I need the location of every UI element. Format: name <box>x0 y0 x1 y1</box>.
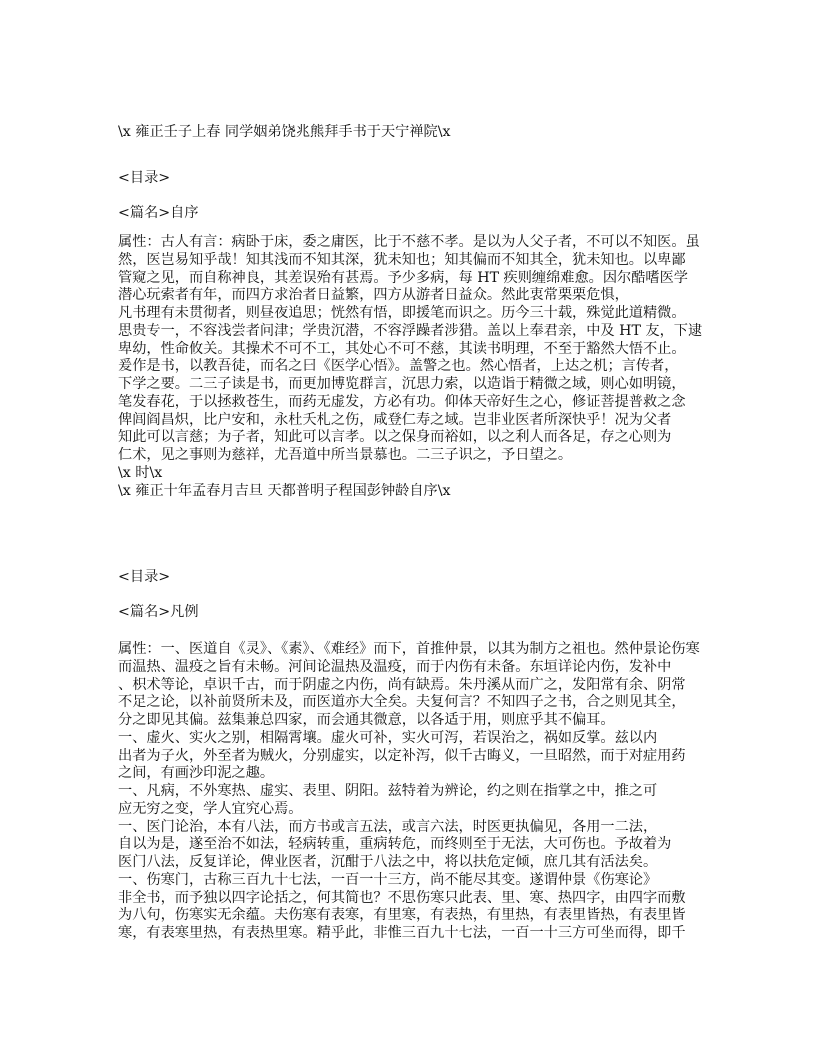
text-line: \x 雍正十年孟春月吉旦 天都普明子程国彭钟龄自序\x <box>118 482 451 499</box>
text-line: 一、虚火、实火之别，相隔霄壤。虚火可补，实火可泻，若误治之，祸如反掌。兹以内 <box>118 729 658 746</box>
text-line: 之间，有画沙印泥之趣。 <box>118 765 275 782</box>
text-line: 寒，有表寒里热，有表热里寒。精乎此，非惟三百九十七法，一百一十三方可坐而得，即千 <box>118 925 686 941</box>
text-line: 管窥之见，而自称神良，其差误殆有甚焉。予少多病，每 HT 疾则缠绵难愈。因尔酷嗜医学 <box>118 269 688 286</box>
text-line: 分之即见其偏。兹集兼总四家，而会通其微意，以各适于用，则庶乎其不偏耳。 <box>118 712 615 728</box>
text-line: 凡书理有未贯彻者，则昼夜追思；恍然有悟，即援笔而识之。历今三十载，殊觉此道精微。 <box>118 305 686 321</box>
text-line: 知此可以言慈；为子者，知此可以言孝。以之保身而裕如，以之利人而各足，存之心则为 <box>118 429 672 446</box>
text-line: 自以为是，遂至治不如法，轻病转重，重病转危，而终则至于无法，大可伤也。予故着为 <box>118 836 672 853</box>
text-line: 一、凡病，不外寒热、虚实、表里、阴阳。兹特着为辨论，约之则在指掌之中，推之可 <box>118 783 658 799</box>
text-line: 属性：一、医道自《灵》、《素》、《难经》而下，首推仲景，以其为制方之祖也。然仲景论伤寒 <box>118 641 700 657</box>
text-line: 一、伤寒门，古称三百九十七法，一百一十三方，尚不能尽其变。遂谓仲景《伤寒论》 <box>118 871 658 888</box>
text-line: 笔发春花，于以拯救苍生，而药无虚发，方必有功。仰体天帝好生之心，修证菩提普救之念 <box>118 393 686 410</box>
text-line: 潜心玩索者有年，而四方求治者日益繁，四方从游者日益众。然此衷常栗栗危惧， <box>118 287 629 304</box>
text-line: 卑幼，性命攸关。其操术不可不工，其处心不可不慈，其读书明理，不至于豁然大悟不止。 <box>118 340 686 357</box>
text-line: 不足之论，以补前贤所未及，而医道亦大全矣。夫复何言？不知四子之书，合之则见其全， <box>118 694 686 711</box>
text-line: 出者为子火，外至者为贼火，分别虚实，以定补泻，似千古晦义，一旦昭然，而于对症用药 <box>118 747 686 764</box>
header-line: \x 雍正壬子上春 同学姻弟饶兆熊拜手书于天宁禅院\x <box>118 124 451 140</box>
text-line: 非全书，而予独以四字论括之，何其简也？不思伤寒只此表、里、寒、热四字，由四字而敷 <box>118 889 686 906</box>
text-line: \x 时\x <box>118 464 163 481</box>
section-body <box>118 234 702 500</box>
text-line: 一、医门论治，本有八法，而方书或言五法，或言六法，时医更执偏见，各用一二法， <box>118 818 658 835</box>
chapter-title: <篇名>自序 <box>118 205 199 221</box>
text-line: 然，医岂易知乎哉！知其浅而不知其深，犹未知也；知其偏而不知其全，犹未知也。以卑鄙 <box>118 251 686 268</box>
text-line: 应无穷之变，学人宜究心焉。 <box>118 800 303 817</box>
text-line: 为八句，伤寒实无余蕴。夫伤寒有表寒，有里寒，有表热，有里热，有表里皆热，有表里皆 <box>118 907 686 924</box>
text-line: 、枳术等论，卓识千古，而于阴虚之内伤，尚有缺焉。朱丹溪从而广之，发阳常有余、阴常 <box>118 676 686 693</box>
toc-heading: <目录> <box>118 569 171 585</box>
chapter-title: <篇名>凡例 <box>118 604 199 620</box>
section-body <box>118 641 700 943</box>
text-line: 俾闾阎昌炽，比户安和，永杜夭札之伤，咸登仁寿之域。岂非业医者所深快乎！况为父者 <box>118 411 672 428</box>
text-line: 属性：古人有言：病卧于床，委之庸医，比于不慈不孝。是以为人父子者，不可以不知医。虽 <box>118 234 700 250</box>
text-line: 仁术，见之事则为慈祥，尤吾道中所当景慕也。二三子识之，予日望之。 <box>118 447 573 463</box>
text-line: 而温热、温疫之旨有未畅。河间论温热及温疫，而于内伤有未备。东垣详论内伤，发补中 <box>118 658 672 675</box>
toc-heading: <目录> <box>118 170 171 186</box>
text-line: 下学之要。二三子读是书，而更加博览群言，沉思力索，以造诣于精微之域，则心如明镜， <box>118 376 686 392</box>
text-line: 医门八法，反复详论，俾业医者，沉酣于八法之中，将以扶危定倾，庶几其有活法矣。 <box>118 854 658 870</box>
text-line: 爰作是书，以教吾徒，而名之曰《医学心悟》。盖警之也。然心悟者，上达之机；言传者， <box>118 358 679 375</box>
text-line: 思贵专一，不容浅尝者问津；学贵沉潜，不容浮躁者涉猎。盖以上奉君亲，中及 HT 友，下逮 <box>118 322 703 339</box>
